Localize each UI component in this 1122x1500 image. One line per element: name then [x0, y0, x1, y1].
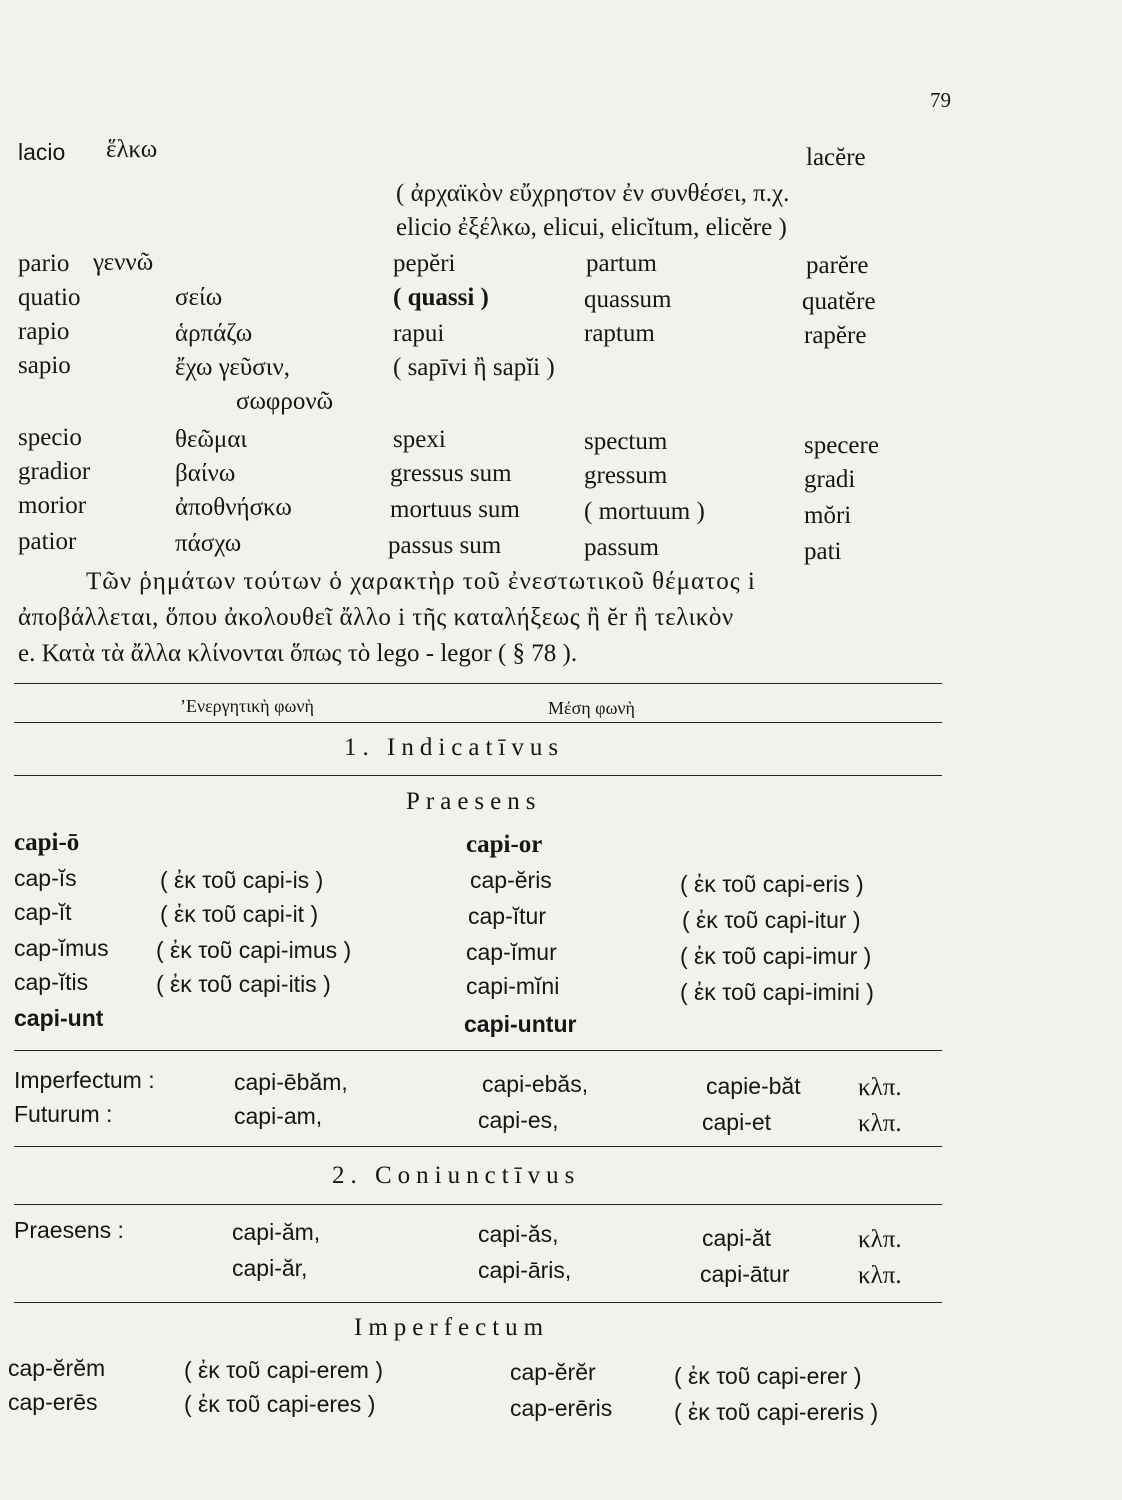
form-note: ( ἐκ τοῦ capi-itis ): [156, 971, 331, 997]
verb-perfect: ( sapīvi ἢ sapĭi ): [393, 354, 555, 381]
form-active: cap-ĭs: [14, 865, 77, 891]
form: capi-ăm,: [232, 1219, 321, 1245]
subsection-title: Imperfectum: [354, 1314, 550, 1341]
verb-supine: partum: [586, 250, 657, 277]
verb-infinitive: quatĕre: [802, 288, 876, 315]
lacio-note-line: elicio ἐξέλκω, elicui, elicĭtum, elicĕre ): [396, 214, 787, 241]
verb-supine: spectum: [584, 428, 668, 455]
tense-label: Praesens :: [14, 1217, 124, 1243]
form-note: ( ἐκ τοῦ capi-erem ): [184, 1357, 384, 1383]
etc: κλπ.: [858, 1226, 902, 1253]
form-middle: cap-ĕrĕr: [510, 1359, 596, 1385]
form-middle: cap-ĭmur: [466, 939, 557, 965]
etc: κλπ.: [858, 1074, 902, 1101]
form-active: cap-ĭmus: [14, 935, 109, 961]
form: capi-ăr,: [232, 1255, 308, 1281]
table-rule: [14, 722, 942, 723]
table-rule: [14, 775, 942, 776]
verb-supine: gressum: [584, 462, 668, 489]
page-number: 79: [930, 88, 951, 112]
form-middle: cap-ĕris: [470, 867, 552, 893]
verb-greek: ἔχω γεῦσιν,: [175, 354, 291, 381]
verb-supine: raptum: [584, 320, 655, 347]
verb-perfect: mortuus sum: [390, 496, 520, 523]
verb-greek: σείω: [175, 284, 223, 311]
form-note: ( ἐκ τοῦ capi-is ): [160, 867, 324, 893]
tense-label: Futurum :: [14, 1101, 113, 1127]
form: capie-băt: [706, 1073, 801, 1099]
form: capi-ebăs,: [482, 1071, 589, 1097]
form-note: ( ἐκ τοῦ capi-itur ): [682, 907, 861, 933]
verb-supine: passum: [584, 534, 659, 561]
verb-latin: lacio: [18, 139, 66, 165]
table-rule: [14, 1204, 942, 1205]
paragraph-line: Τῶν ῥημάτων τούτων ὁ χαρακτὴρ τοῦ ἐνεστωτικοῦ θέματος i: [86, 568, 756, 595]
column-header-middle: Μέση φωνὴ: [548, 698, 635, 718]
verb-latin: patior: [18, 528, 77, 555]
etc: κλπ.: [858, 1110, 902, 1137]
lacio-note-line: ( ἀρχαϊκὸν εὔχρηστον ἐν συνθέσει, π.χ.: [396, 180, 790, 207]
verb-latin: specio: [18, 424, 82, 451]
form-note: ( ἐκ τοῦ capi-eres ): [184, 1391, 376, 1417]
verb-latin: sapio: [18, 352, 71, 379]
verb-perfect: gressus sum: [390, 460, 512, 487]
verb-greek: θεῶμαι: [175, 426, 248, 453]
section-title: 2. Coniunctīvus: [332, 1162, 581, 1189]
verb-latin: pario: [18, 250, 70, 277]
verb-greek: ἀποθνήσκω: [175, 494, 292, 521]
verb-infinitive: mŏri: [804, 502, 852, 529]
form-note: ( ἐκ τοῦ capi-ereris ): [674, 1399, 879, 1425]
verb-infinitive: rapĕre: [804, 322, 867, 349]
table-rule: [14, 1302, 942, 1303]
verb-latin: morior: [18, 492, 87, 519]
form: capi-ēbăm,: [234, 1069, 348, 1095]
verb-perfect: rapui: [393, 320, 445, 347]
form: capi-āris,: [478, 1257, 572, 1283]
verb-latin: gradior: [18, 458, 91, 485]
form: capi-ăt: [702, 1225, 772, 1251]
form-note: ( ἐκ τοῦ capi-imus ): [156, 937, 352, 963]
form-middle: capi-untur: [464, 1011, 577, 1037]
verb-infinitive: specere: [804, 432, 879, 459]
form: capi-ăs,: [478, 1221, 559, 1247]
verb-greek: πάσχω: [175, 530, 242, 557]
verb-perfect: pepĕri: [393, 250, 456, 277]
paragraph-line: ἀποβάλλεται, ὅπου ἀκολουθεῖ ἄλλο i τῆς καταλήξεως ἢ ĕr ἢ τελικὸν: [18, 604, 734, 631]
form-note: ( ἐκ τοῦ capi-it ): [160, 901, 319, 927]
tense-label: Imperfectum :: [14, 1067, 155, 1093]
verb-perfect: ( quassi ): [393, 284, 489, 311]
verb-latin: quatio: [18, 284, 81, 311]
verb-infinitive: parĕre: [806, 252, 869, 279]
verb-perfect: passus sum: [388, 532, 502, 559]
verb-perfect: spexi: [393, 426, 446, 453]
verb-infinitive: pati: [804, 538, 842, 565]
form-middle: capi-or: [466, 831, 543, 858]
form: capi-es,: [478, 1107, 559, 1133]
etc: κλπ.: [858, 1262, 902, 1289]
paragraph-line: e. Κατὰ τὰ ἄλλα κλίνονται ὅπως τὸ lego - legor ( § 78 ).: [18, 640, 578, 667]
form: capi-ātur: [700, 1261, 790, 1287]
verb-supine: ( mortuum ): [584, 498, 705, 525]
form-note: ( ἐκ τοῦ capi-imur ): [680, 943, 872, 969]
form-middle: cap-erēris: [510, 1395, 613, 1421]
form-active: cap-ĭt: [14, 899, 72, 925]
verb-greek: γεννῶ: [93, 249, 154, 276]
table-rule: [14, 1050, 942, 1051]
form-active: cap-ĭtis: [14, 969, 89, 995]
form-note: ( ἐκ τοῦ capi-imini ): [680, 979, 874, 1005]
form-note: ( ἐκ τοῦ capi-erer ): [674, 1363, 862, 1389]
column-header-active: ’Ενεργητικὴ φωνὴ: [180, 696, 314, 716]
form-active: capi-unt: [14, 1005, 104, 1031]
form-active: cap-erēs: [8, 1389, 98, 1415]
verb-greek: ἕλκω: [106, 136, 158, 163]
form: capi-et: [702, 1109, 772, 1135]
section-title: 1. Indicatīvus: [344, 734, 565, 761]
verb-greek: βαίνω: [175, 460, 236, 487]
form-middle: cap-ĭtur: [468, 903, 546, 929]
verb-infinitive: gradi: [804, 466, 856, 493]
verb-greek-continued: σωφρονῶ: [236, 388, 334, 415]
verb-greek: ἁρπάζω: [175, 320, 253, 347]
table-rule: [14, 1146, 942, 1147]
form-active: cap-ĕrĕm: [8, 1355, 106, 1381]
verb-supine: quassum: [584, 286, 672, 313]
form: capi-am,: [234, 1103, 323, 1129]
verb-latin: rapio: [18, 318, 70, 345]
form-note: ( ἐκ τοῦ capi-eris ): [680, 871, 864, 897]
verb-infinitive: lacĕre: [806, 144, 866, 171]
form-middle: capi-mĭni: [466, 973, 560, 999]
subsection-title: Praesens: [406, 788, 542, 815]
table-rule: [14, 683, 942, 684]
form-active: capi-ō: [14, 829, 80, 856]
